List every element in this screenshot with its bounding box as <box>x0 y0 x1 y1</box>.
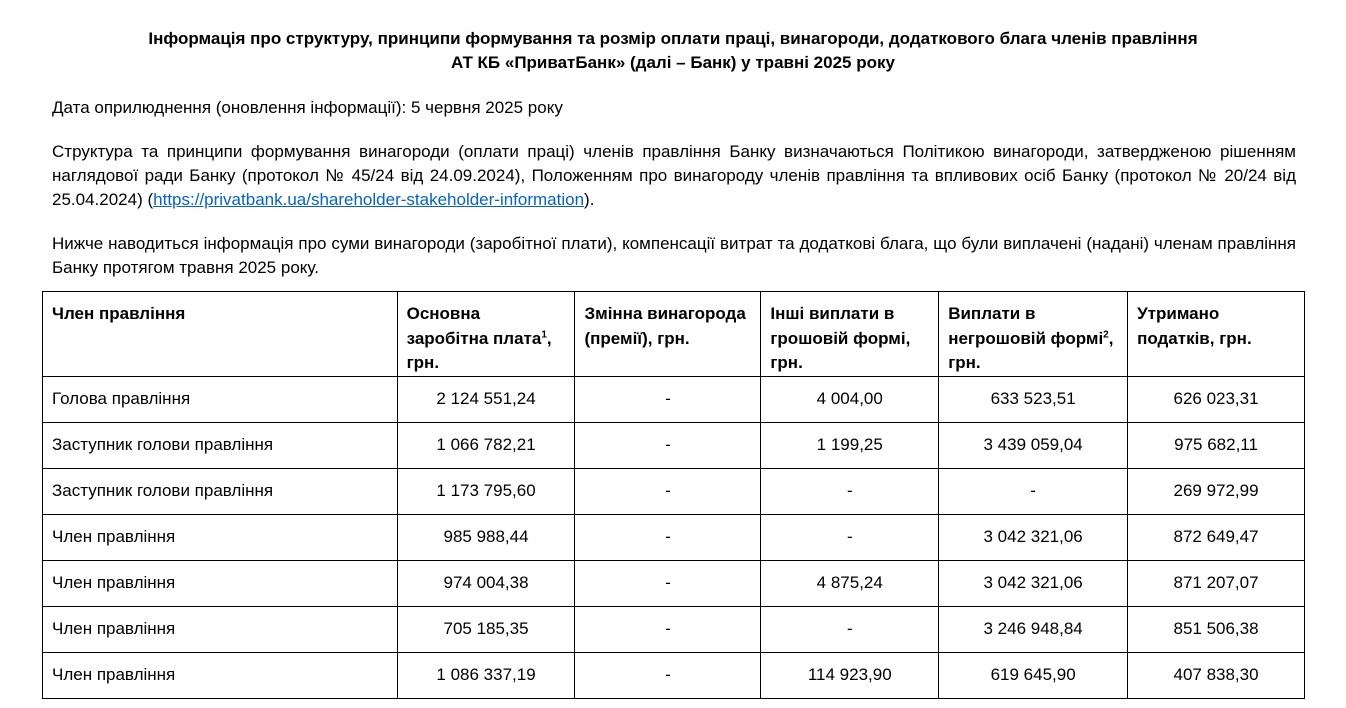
cell-other-cash: 1 199,25 <box>761 422 939 468</box>
cell-other-cash: - <box>761 514 939 560</box>
cell-non-cash: 3 246 948,84 <box>939 606 1128 652</box>
structure-text-end: ). <box>584 190 595 209</box>
title-line-1: Інформація про структуру, принципи формування та розмір оплати праці, винагороди, додаткового блага членів правління <box>148 29 1198 48</box>
cell-taxes: 626 023,31 <box>1128 376 1305 422</box>
table-row <box>43 376 1305 422</box>
header-base-salary <box>397 292 575 377</box>
cell-non-cash: 619 645,90 <box>939 652 1128 698</box>
cell-taxes: 871 207,07 <box>1128 560 1305 606</box>
header-base-salary-label: Основна заробітна плата <box>406 304 542 348</box>
header-other-cash: Інші виплати в грошовій формі, грн. <box>761 292 939 377</box>
cell-member: Заступник голови правління <box>43 468 398 514</box>
cell-non-cash: 633 523,51 <box>939 376 1128 422</box>
cell-taxes: 851 506,38 <box>1128 606 1305 652</box>
structure-text: Структура та принципи формування винагороди (оплати праці) членів правління Банку визначаються Політикою винагороди, затвердженою рішенням наглядової ради Банку (протокол № 45/24 від 24.09.2024), Положенням про винагороду членів правління та впливових осіб Банку (протокол № 20/24 від 25.04.2024) ( <box>52 142 1296 209</box>
cell-taxes: 407 838,30 <box>1128 652 1305 698</box>
cell-base-salary: 705 185,35 <box>397 606 575 652</box>
cell-member: Голова правління <box>43 376 398 422</box>
header-taxes: Утримано податків, грн. <box>1128 292 1305 377</box>
cell-non-cash: 3 439 059,04 <box>939 422 1128 468</box>
header-variable: Змінна винагорода (премії), грн. <box>575 292 761 377</box>
table-row <box>43 560 1305 606</box>
cell-variable: - <box>575 560 761 606</box>
table-header-row <box>43 292 1305 377</box>
header-non-cash <box>939 292 1128 377</box>
table-row <box>43 422 1305 468</box>
remuneration-table <box>42 291 1305 699</box>
cell-other-cash: - <box>761 468 939 514</box>
cell-variable: - <box>575 652 761 698</box>
cell-variable: - <box>575 514 761 560</box>
cell-member: Член правління <box>43 652 398 698</box>
cell-base-salary: 1 173 795,60 <box>397 468 575 514</box>
cell-variable: - <box>575 422 761 468</box>
cell-other-cash: 4 004,00 <box>761 376 939 422</box>
cell-base-salary: 2 124 551,24 <box>397 376 575 422</box>
header-non-cash-label: Виплати в негрошовій формі <box>948 304 1104 348</box>
header-non-cash-unit: , грн. <box>948 328 1114 372</box>
shareholder-info-link[interactable]: https://privatbank.ua/shareholder-stakeholder-information <box>153 190 585 209</box>
cell-variable: - <box>575 468 761 514</box>
cell-non-cash: 3 042 321,06 <box>939 560 1128 606</box>
footnote-1-marker: 1 <box>541 328 547 340</box>
title-line-2: АТ КБ «ПриватБанк» (далі – Банк) у травні 2025 року <box>451 53 895 72</box>
cell-other-cash: - <box>761 606 939 652</box>
cell-variable: - <box>575 606 761 652</box>
footnote-2-marker: 2 <box>1103 328 1109 340</box>
publication-date: Дата оприлюднення (оновлення інформації): 5 червня 2025 року <box>52 98 563 117</box>
cell-base-salary: 974 004,38 <box>397 560 575 606</box>
cell-member: Член правління <box>43 514 398 560</box>
cell-variable: - <box>575 376 761 422</box>
cell-taxes: 872 649,47 <box>1128 514 1305 560</box>
intro-paragraph: Нижче наводиться інформація про суми винагороди (заробітної плати), компенсації витрат та додаткові блага, що були виплачені (надані) членам правління Банку протягом травня 2025 року. <box>52 234 1296 277</box>
table-row <box>43 606 1305 652</box>
cell-taxes: 269 972,99 <box>1128 468 1305 514</box>
cell-member: Член правління <box>43 606 398 652</box>
header-base-salary-unit: , грн. <box>406 328 552 372</box>
table-row <box>43 514 1305 560</box>
cell-base-salary: 985 988,44 <box>397 514 575 560</box>
cell-base-salary: 1 066 782,21 <box>397 422 575 468</box>
cell-base-salary: 1 086 337,19 <box>397 652 575 698</box>
structure-paragraph <box>52 140 1296 212</box>
header-member: Член правління <box>43 292 398 377</box>
document-title <box>0 27 1346 75</box>
cell-non-cash: 3 042 321,06 <box>939 514 1128 560</box>
table-row <box>43 468 1305 514</box>
cell-member: Член правління <box>43 560 398 606</box>
cell-other-cash: 4 875,24 <box>761 560 939 606</box>
table-row <box>43 652 1305 698</box>
cell-member: Заступник голови правління <box>43 422 398 468</box>
cell-non-cash: - <box>939 468 1128 514</box>
cell-other-cash: 114 923,90 <box>761 652 939 698</box>
cell-taxes: 975 682,11 <box>1128 422 1305 468</box>
